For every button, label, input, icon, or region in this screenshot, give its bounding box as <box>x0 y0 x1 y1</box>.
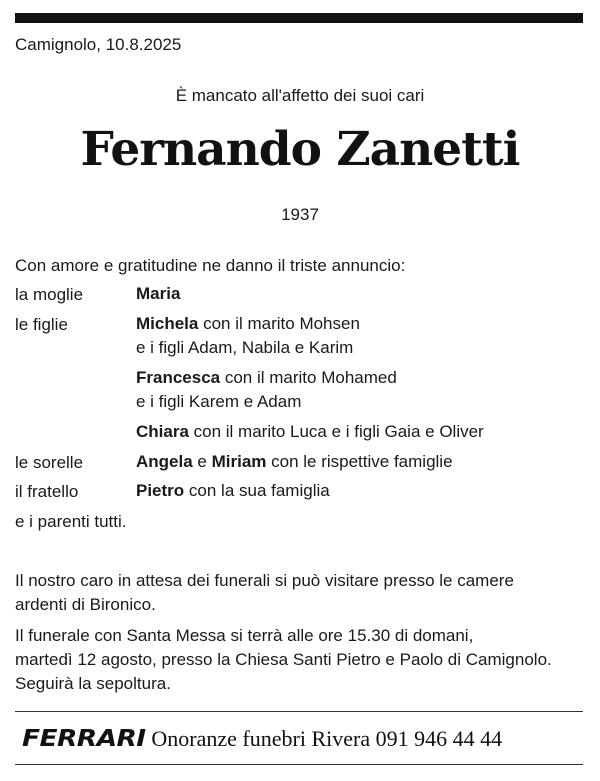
sister-name-2: Miriam <box>211 452 267 471</box>
relatives-line: e i parenti tutti. <box>15 512 127 531</box>
intro-line: È mancato all'affetto dei suoi cari <box>175 86 425 105</box>
footer-rule-top <box>15 711 583 712</box>
brother-rest: con la sua famiglia <box>184 481 330 500</box>
daughter-entry-2 <box>136 366 397 414</box>
sisters-rest: con le rispettive famiglie <box>266 452 453 471</box>
daughter-name-2: Francesca <box>136 368 221 387</box>
daughter-entry-1 <box>136 312 360 360</box>
daughter-name-3: Chiara <box>136 422 189 441</box>
sisters-label: le sorelle <box>15 453 84 472</box>
deceased-name: Fernando Zanetti <box>80 122 520 177</box>
daughter-2-line2: e i figli Karem e Adam <box>136 392 302 411</box>
daughter-1-line2: e i figli Adam, Nabila e Karim <box>136 338 354 357</box>
funeral-line-2: martedì 12 agosto, presso la Chiesa Santi Pietro e Paolo di Camignolo. <box>15 650 552 669</box>
funeral-line-3: Seguirà la sepoltura. <box>15 674 171 693</box>
brother-name: Pietro <box>136 481 185 500</box>
wife-name: Maria <box>136 284 181 303</box>
visit-paragraph <box>15 569 590 617</box>
daughters-label: le figlie <box>15 315 68 334</box>
agency-contact: Onoranze funebri Rivera 091 946 44 44 <box>151 726 503 751</box>
sisters-and: e <box>192 452 212 471</box>
sister-name-1: Angela <box>136 452 193 471</box>
wife-label: la moglie <box>15 285 84 304</box>
daughter-1-line1: con il marito Mohsen <box>198 314 360 333</box>
birth-year: 1937 <box>281 205 319 224</box>
visit-line-2: ardenti di Bironico. <box>15 595 156 614</box>
announcement: Con amore e gratitudine ne danno il triste annuncio: <box>15 256 406 275</box>
daughter-name-1: Michela <box>136 314 199 333</box>
brother-label: il fratello <box>15 482 79 501</box>
place-date: Camignolo, 10.8.2025 <box>15 35 182 54</box>
visit-line-1: Il nostro caro in attesa dei funerali si può visitare presso le camere <box>15 571 514 590</box>
funeral-paragraph <box>15 624 590 696</box>
footer-rule-bottom <box>15 764 583 765</box>
wife-entry <box>136 282 180 306</box>
daughter-entry-3 <box>136 420 484 444</box>
brother-entry <box>136 479 330 503</box>
daughter-3-line1: con il marito Luca e i figli Gaia e Oliver <box>188 422 484 441</box>
funeral-line-1: Il funerale con Santa Messa si terrà alle ore 15.30 di domani, <box>15 626 474 645</box>
daughter-2-line1: con il marito Mohamed <box>220 368 397 387</box>
footer <box>22 724 502 754</box>
top-rule <box>15 13 583 23</box>
sisters-entry <box>136 450 453 474</box>
ferrari-logo: FERRARI <box>22 726 146 752</box>
